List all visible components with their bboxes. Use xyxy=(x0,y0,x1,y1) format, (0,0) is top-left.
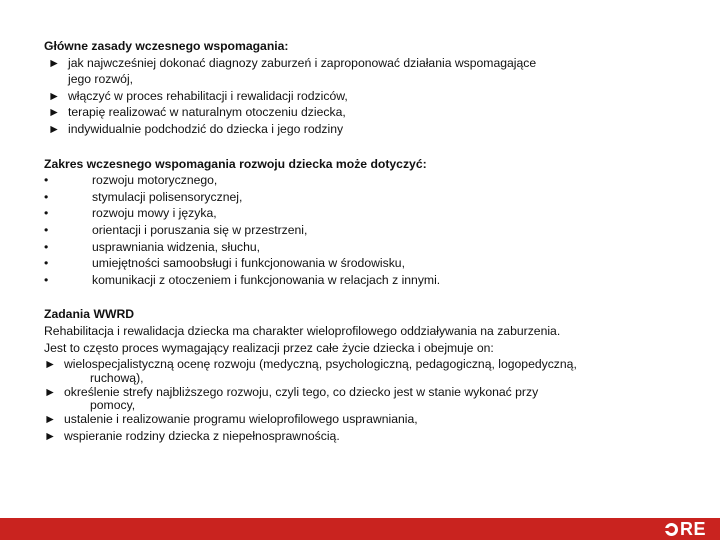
list-item: ► wielospecjalistyczną ocenę rozwoju (medyczną, psychologiczną, pedagogiczną, logopedyczną, xyxy=(44,357,577,372)
list-item: ► terapię realizować w naturalnym otoczeniu dziecka, xyxy=(48,105,346,120)
list-item: • stymulacji polisensorycznej, xyxy=(44,189,243,204)
list-item: ► włączyć w proces rehabilitacji i rewalidacji rodziców, xyxy=(48,88,348,103)
scope-section xyxy=(44,156,684,289)
footer-bar xyxy=(0,518,720,540)
list-item: • rozwoju motorycznego, xyxy=(44,173,218,188)
bullet-icon: • xyxy=(44,222,49,237)
arrow-bullet-icon: ► xyxy=(48,55,61,70)
list-item: ► wspieranie rodziny dziecka z niepełnosprawnością. xyxy=(44,428,340,443)
bullet-icon: • xyxy=(44,239,49,254)
list-item: ► określenie strefy najbliższego rozwoju, czyli tego, co dziecko jest w stanie wykonać przy xyxy=(44,384,539,399)
list-item: • usprawniania widzenia, słuchu, xyxy=(44,239,261,254)
list-item: • komunikacji z otoczeniem i funkcjonowania w relacjach z innymi. xyxy=(44,272,441,287)
arrow-bullet-icon: ► xyxy=(48,121,61,136)
principles-heading: Główne zasady wczesnego wspomagania: xyxy=(44,39,289,53)
list-item-continuation: ruchową), xyxy=(90,370,144,385)
arrow-bullet-icon: ► xyxy=(44,384,57,399)
logo-text: RE xyxy=(679,518,706,539)
arrow-bullet-icon: ► xyxy=(44,357,57,372)
arrow-bullet-icon: ► xyxy=(44,428,57,443)
list-item: • umiejętności samoobsługi i funkcjonowania w środowisku, xyxy=(44,256,405,271)
bullet-icon: • xyxy=(44,272,49,287)
arrow-bullet-icon: ► xyxy=(48,105,61,120)
slide-content xyxy=(44,38,684,462)
bullet-icon: • xyxy=(44,173,49,188)
scope-heading: Zakres wczesnego wspomagania rozwoju dziecka może dotyczyć: xyxy=(44,156,427,171)
bullet-icon: • xyxy=(44,256,49,271)
ore-logo xyxy=(665,519,706,539)
arrow-bullet-icon: ► xyxy=(48,88,61,103)
tasks-section xyxy=(44,306,684,444)
principles-section xyxy=(44,38,684,138)
list-item: • orientacji i poruszania się w przestrzeni, xyxy=(44,222,308,237)
list-item: ► jak najwcześniej dokonać diagnozy zaburzeń i zaproponować działania wspomagające xyxy=(48,55,537,70)
bullet-icon: • xyxy=(44,206,49,221)
list-item-continuation: jego rozwój, xyxy=(68,72,134,87)
list-item: ► indywidualnie podchodzić do dziecka i jego rodziny xyxy=(48,121,344,136)
tasks-paragraph-line: Rehabilitacja i rewalidacja dziecka ma charakter wieloprofilowego oddziaływania na zaburzenia. xyxy=(44,323,561,338)
tasks-heading: Zadania WWRD xyxy=(44,307,135,322)
list-item: • rozwoju mowy i języka, xyxy=(44,206,217,221)
logo-o-icon xyxy=(665,523,678,536)
bullet-icon: • xyxy=(44,189,49,204)
list-item: ► ustalenie i realizowanie programu wieloprofilowego usprawniania, xyxy=(44,412,418,427)
tasks-paragraph-line: Jest to często proces wymagający realizacji przez całe życie dziecka i obejmuje on: xyxy=(44,340,494,355)
list-item-continuation: pomocy, xyxy=(90,398,136,413)
arrow-bullet-icon: ► xyxy=(44,412,57,427)
